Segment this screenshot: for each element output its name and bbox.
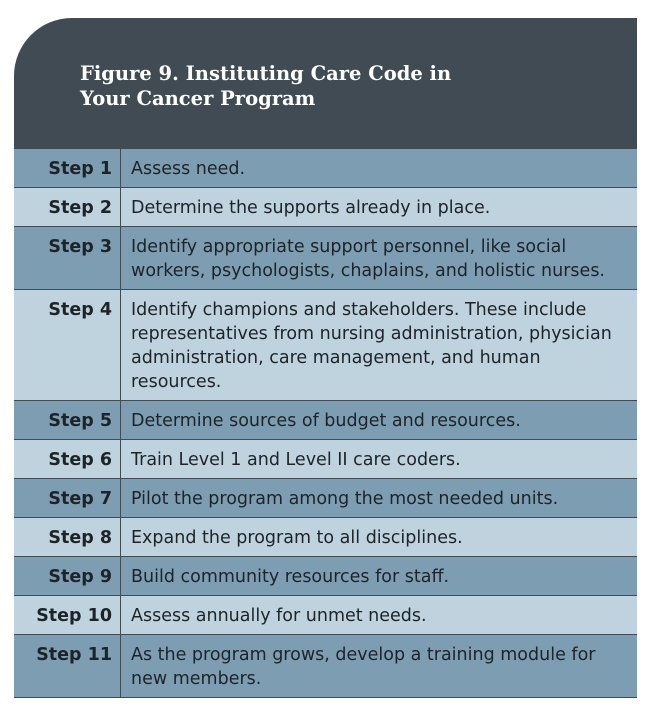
step-label: Step 6	[14, 440, 121, 479]
step-row-7	[14, 479, 637, 518]
step-label: Step 1	[14, 149, 121, 188]
step-row-10	[14, 596, 637, 635]
step-label: Step 7	[14, 479, 121, 518]
figure-title: Figure 9. Instituting Care Code in Your Cancer Program	[80, 62, 452, 110]
step-row-6	[14, 440, 637, 479]
step-label: Step 3	[14, 227, 121, 290]
step-label: Step 9	[14, 557, 121, 596]
step-row-3	[14, 227, 637, 290]
step-text: Build community resources for staff.	[121, 557, 638, 596]
steps-table	[14, 149, 637, 698]
step-text: Pilot the program among the most needed units.	[121, 479, 638, 518]
step-text: Determine sources of budget and resources.	[121, 401, 638, 440]
step-text: As the program grows, develop a training module for new members.	[121, 635, 638, 698]
step-text: Assess need.	[121, 149, 638, 188]
step-text: Train Level 1 and Level II care coders.	[121, 440, 638, 479]
step-row-1	[14, 149, 637, 188]
step-row-8	[14, 518, 637, 557]
step-text: Determine the supports already in place.	[121, 188, 638, 227]
step-row-2	[14, 188, 637, 227]
step-label: Step 10	[14, 596, 121, 635]
step-row-9	[14, 557, 637, 596]
step-row-11	[14, 635, 637, 698]
step-label: Step 2	[14, 188, 121, 227]
step-row-4	[14, 290, 637, 401]
figure-header	[14, 18, 637, 149]
step-label: Step 8	[14, 518, 121, 557]
step-text: Expand the program to all disciplines.	[121, 518, 638, 557]
step-label: Step 11	[14, 635, 121, 698]
step-label: Step 5	[14, 401, 121, 440]
step-row-5	[14, 401, 637, 440]
step-label: Step 4	[14, 290, 121, 401]
step-text: Identify appropriate support personnel, like social workers, psychologists, chaplains, and holistic nurses.	[121, 227, 638, 290]
step-text: Identify champions and stakeholders. These include representatives from nursing administration, physician administration, care management, and human resources.	[121, 290, 638, 401]
step-text: Assess annually for unmet needs.	[121, 596, 638, 635]
figure-9	[14, 18, 637, 704]
